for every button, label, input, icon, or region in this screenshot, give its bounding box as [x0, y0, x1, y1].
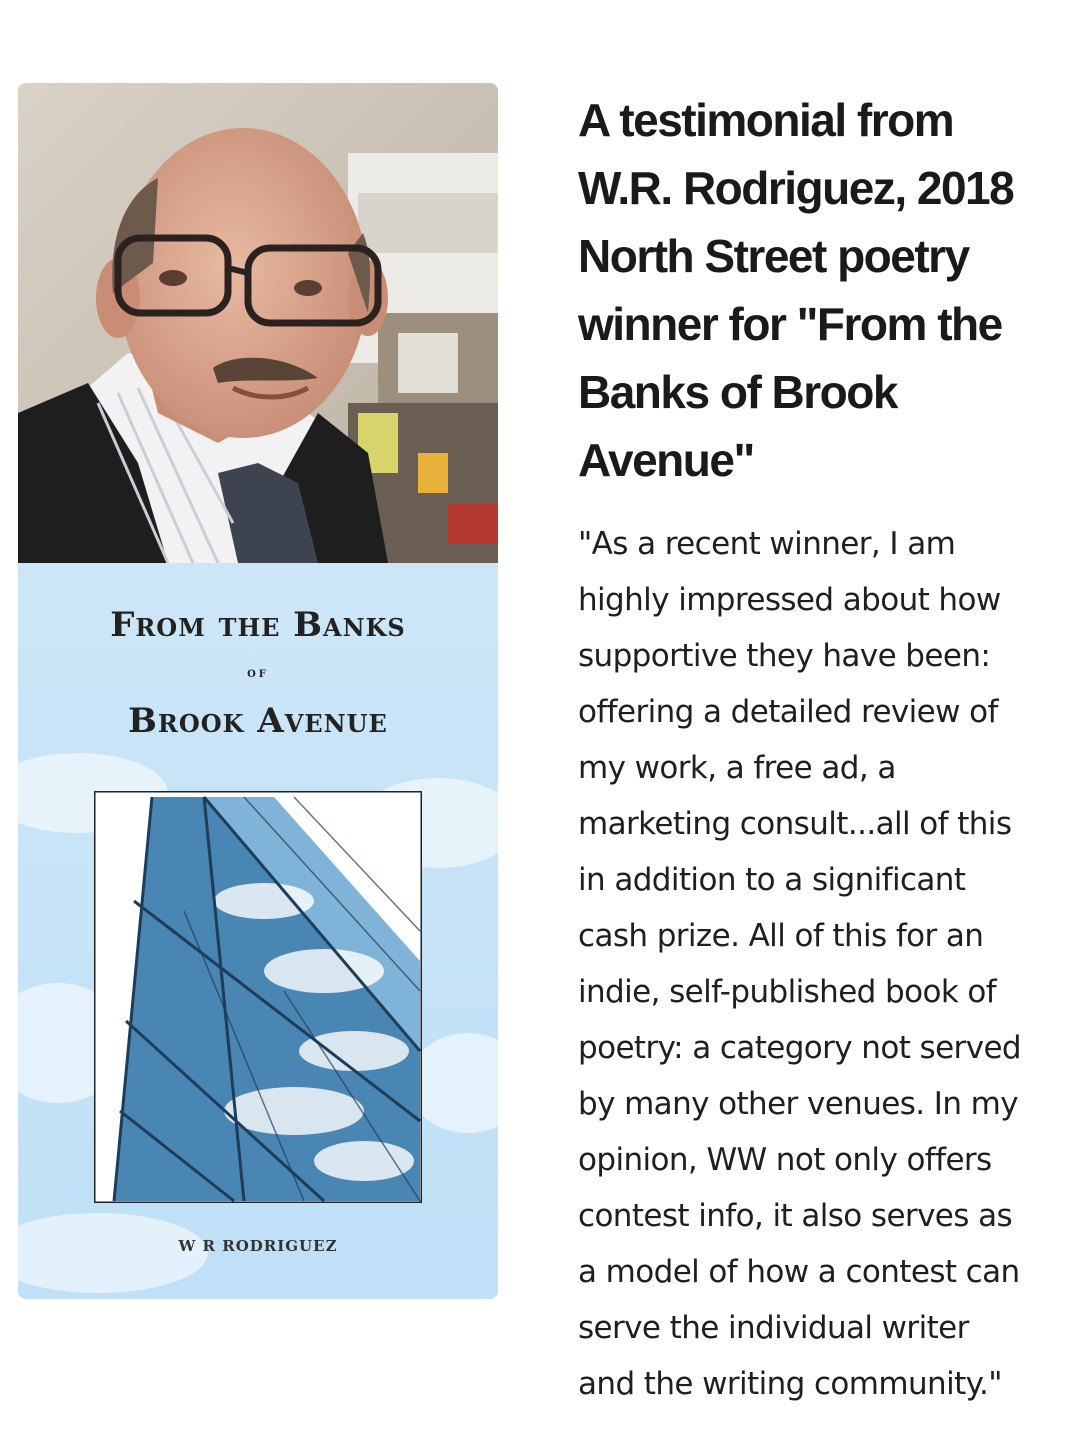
- heading-line: W.R. Rodriguez, 2018: [578, 162, 1014, 214]
- cover-title-line1: From the Banks: [110, 605, 406, 645]
- heading-line: A testimonial from: [578, 94, 954, 146]
- author-photo: [18, 83, 498, 563]
- quote-line: in addition to a significant: [578, 862, 966, 898]
- quote-line: supportive they have been:: [578, 638, 991, 674]
- quote-line: cash prize. All of this for an: [578, 918, 984, 954]
- quote-line: offering a detailed review of: [578, 694, 998, 730]
- heading-line: North Street poetry: [578, 230, 969, 282]
- book-cover: [18, 563, 498, 1299]
- cover-title-line2: of: [247, 665, 269, 681]
- heading-line: Banks of Brook: [578, 366, 897, 418]
- quote-line: highly impressed about how: [578, 582, 1001, 618]
- testimonial-text: [578, 86, 1048, 1412]
- testimonial-image: [18, 83, 498, 1299]
- quote-line: my work, a free ad, a: [578, 750, 896, 786]
- quote-line: indie, self-published book of: [578, 974, 997, 1010]
- testimonial-heading: [578, 86, 1048, 494]
- quote-line: "As a recent winner, I am: [578, 526, 956, 562]
- testimonial-quote: [578, 516, 1048, 1412]
- cover-building-illustration: [94, 791, 422, 1203]
- heading-line: Avenue": [578, 434, 754, 486]
- quote-line: a model of how a contest can: [578, 1254, 1020, 1290]
- cover-title-line3: Brook Avenue: [128, 701, 388, 741]
- quote-line: opinion, WW not only offers: [578, 1142, 992, 1178]
- heading-line: winner for "From the: [578, 298, 1002, 350]
- quote-line: poetry: a category not served: [578, 1030, 1021, 1066]
- quote-line: by many other venues. In my: [578, 1086, 1018, 1122]
- cover-author: W R RODRIGUEZ: [178, 1237, 338, 1255]
- quote-line: marketing consult...all of this: [578, 806, 1012, 842]
- quote-line: contest info, it also serves as: [578, 1198, 1013, 1234]
- quote-line: serve the individual writer: [578, 1310, 969, 1346]
- quote-line: and the writing community.": [578, 1366, 1002, 1402]
